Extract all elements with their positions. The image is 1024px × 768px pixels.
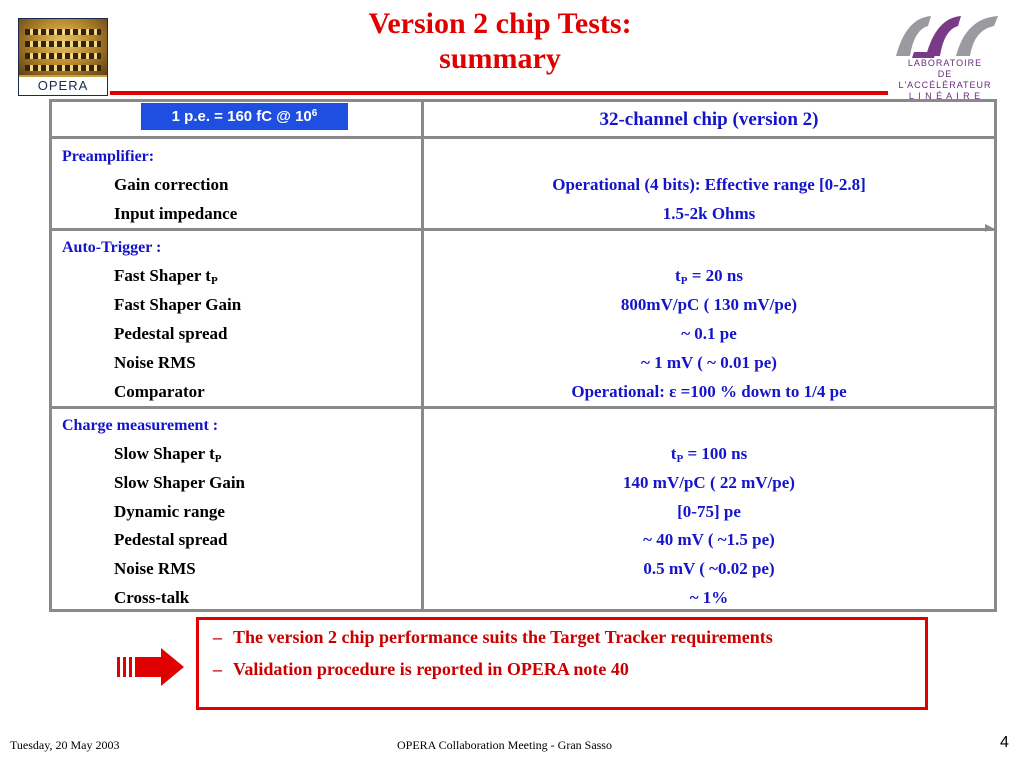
subscript: P	[214, 453, 222, 465]
theatre-box-row	[25, 41, 101, 47]
row-label-slow-shaper-gain: Slow Shaper Gain	[114, 473, 246, 492]
row-value-noise-rms: ~ 1 mV ( ~ 0.01 pe)	[641, 353, 777, 372]
conclusion-box	[196, 617, 928, 710]
row-value-comparator: Operational: ε =100 % down to 1/4 pe	[571, 382, 847, 401]
opera-logo-label: OPERA	[19, 75, 107, 95]
conclusion-text: The version 2 chip performance suits the Target Tracker requirements	[233, 627, 773, 647]
row-value-fast-shaper-tp	[424, 266, 994, 286]
row-divider	[52, 406, 994, 409]
subscript: P	[680, 275, 688, 287]
row-label-slow-shaper-tp	[114, 444, 222, 464]
arrow-right-icon	[117, 647, 185, 687]
conclusion-item	[213, 626, 773, 648]
row-value-noise-rms: 0.5 mV ( ~0.02 pe)	[643, 559, 775, 578]
conclusion-text: Validation procedure is reported in OPERA note 40	[233, 659, 629, 679]
value-prefix: t	[675, 266, 681, 285]
bullet-dash: –	[213, 659, 222, 679]
slide-title	[250, 6, 750, 76]
page-number: 4	[1000, 734, 1009, 751]
row-label-fast-shaper-gain: Fast Shaper Gain	[114, 295, 242, 314]
row-label-input-impedance: Input impedance	[114, 204, 238, 223]
value-prefix: t	[670, 444, 677, 463]
value-text: = 20 ns	[691, 266, 743, 285]
row-value-gain-correction: Operational (4 bits): Effective range [0-2.8]	[552, 175, 866, 194]
pe-conversion-badge	[141, 103, 348, 130]
row-label-cross-talk: Cross-talk	[114, 588, 190, 607]
slide-title-line1: Version 2 chip Tests:	[368, 7, 632, 40]
subscript: P	[676, 453, 684, 465]
title-underline	[110, 91, 888, 95]
theatre-box-row	[25, 53, 101, 59]
small-arrow-icon	[985, 224, 993, 232]
lal-logo-text	[890, 58, 1000, 102]
conclusion-item	[213, 658, 629, 680]
row-divider	[52, 228, 994, 231]
row-label-fast-shaper-tp	[114, 266, 218, 286]
row-value-input-impedance: 1.5-2k Ohms	[662, 204, 756, 223]
footer-date: Tuesday, 20 May 2003	[10, 738, 120, 752]
row-value-slow-shaper-tp	[424, 444, 994, 464]
badge-text: 1 p.e. = 160 fC @ 10	[171, 108, 312, 125]
subscript: P	[210, 275, 218, 287]
row-label-noise-rms: Noise RMS	[114, 353, 196, 372]
row-value-slow-shaper-gain: 140 mV/pC ( 22 mV/pe)	[623, 473, 795, 492]
row-value-dynamic-range: [0-75] pe	[677, 502, 741, 521]
badge-exponent: 6	[311, 108, 318, 119]
section-heading-preamplifier: Preamplifier:	[62, 148, 155, 165]
row-label-pedestal-spread: Pedestal spread	[114, 324, 228, 343]
bullet-dash: –	[213, 627, 222, 647]
row-label-noise-rms: Noise RMS	[114, 559, 196, 578]
theatre-box-row	[25, 29, 101, 35]
lal-logo-line: DE L'ACCÉLÉRATEUR	[898, 69, 992, 90]
row-value-cross-talk: ~ 1%	[689, 588, 729, 607]
row-value-fast-shaper-gain: 800mV/pC ( 130 mV/pe)	[620, 295, 798, 314]
footer-meeting: OPERA Collaboration Meeting - Gran Sasso	[397, 738, 612, 752]
row-label-comparator: Comparator	[114, 382, 205, 401]
row-value-pedestal-spread: ~ 40 mV ( ~1.5 pe)	[643, 530, 775, 549]
lal-logo-line: L I N É A I R E	[908, 91, 982, 101]
row-label-text: Fast Shaper t	[114, 266, 211, 285]
row-label-text: Slow Shaper t	[114, 444, 215, 463]
row-label-pedestal-spread: Pedestal spread	[114, 530, 228, 549]
slide-title-line2: summary	[439, 42, 561, 75]
row-divider	[52, 136, 994, 139]
column-header: 32-channel chip (version 2)	[599, 109, 819, 130]
section-heading-charge-measurement: Charge measurement :	[62, 417, 219, 434]
row-label-gain-correction: Gain correction	[114, 175, 229, 194]
value-text: = 100 ns	[687, 444, 748, 463]
lal-logo-line: LABORATOIRE	[907, 58, 983, 68]
opera-logo	[18, 18, 108, 96]
theatre-box-row	[25, 65, 101, 71]
row-value-pedestal-spread: ~ 0.1 pe	[681, 324, 737, 343]
row-label-dynamic-range: Dynamic range	[114, 502, 225, 521]
section-heading-auto-trigger: Auto-Trigger :	[62, 239, 162, 256]
specs-table	[49, 99, 997, 612]
